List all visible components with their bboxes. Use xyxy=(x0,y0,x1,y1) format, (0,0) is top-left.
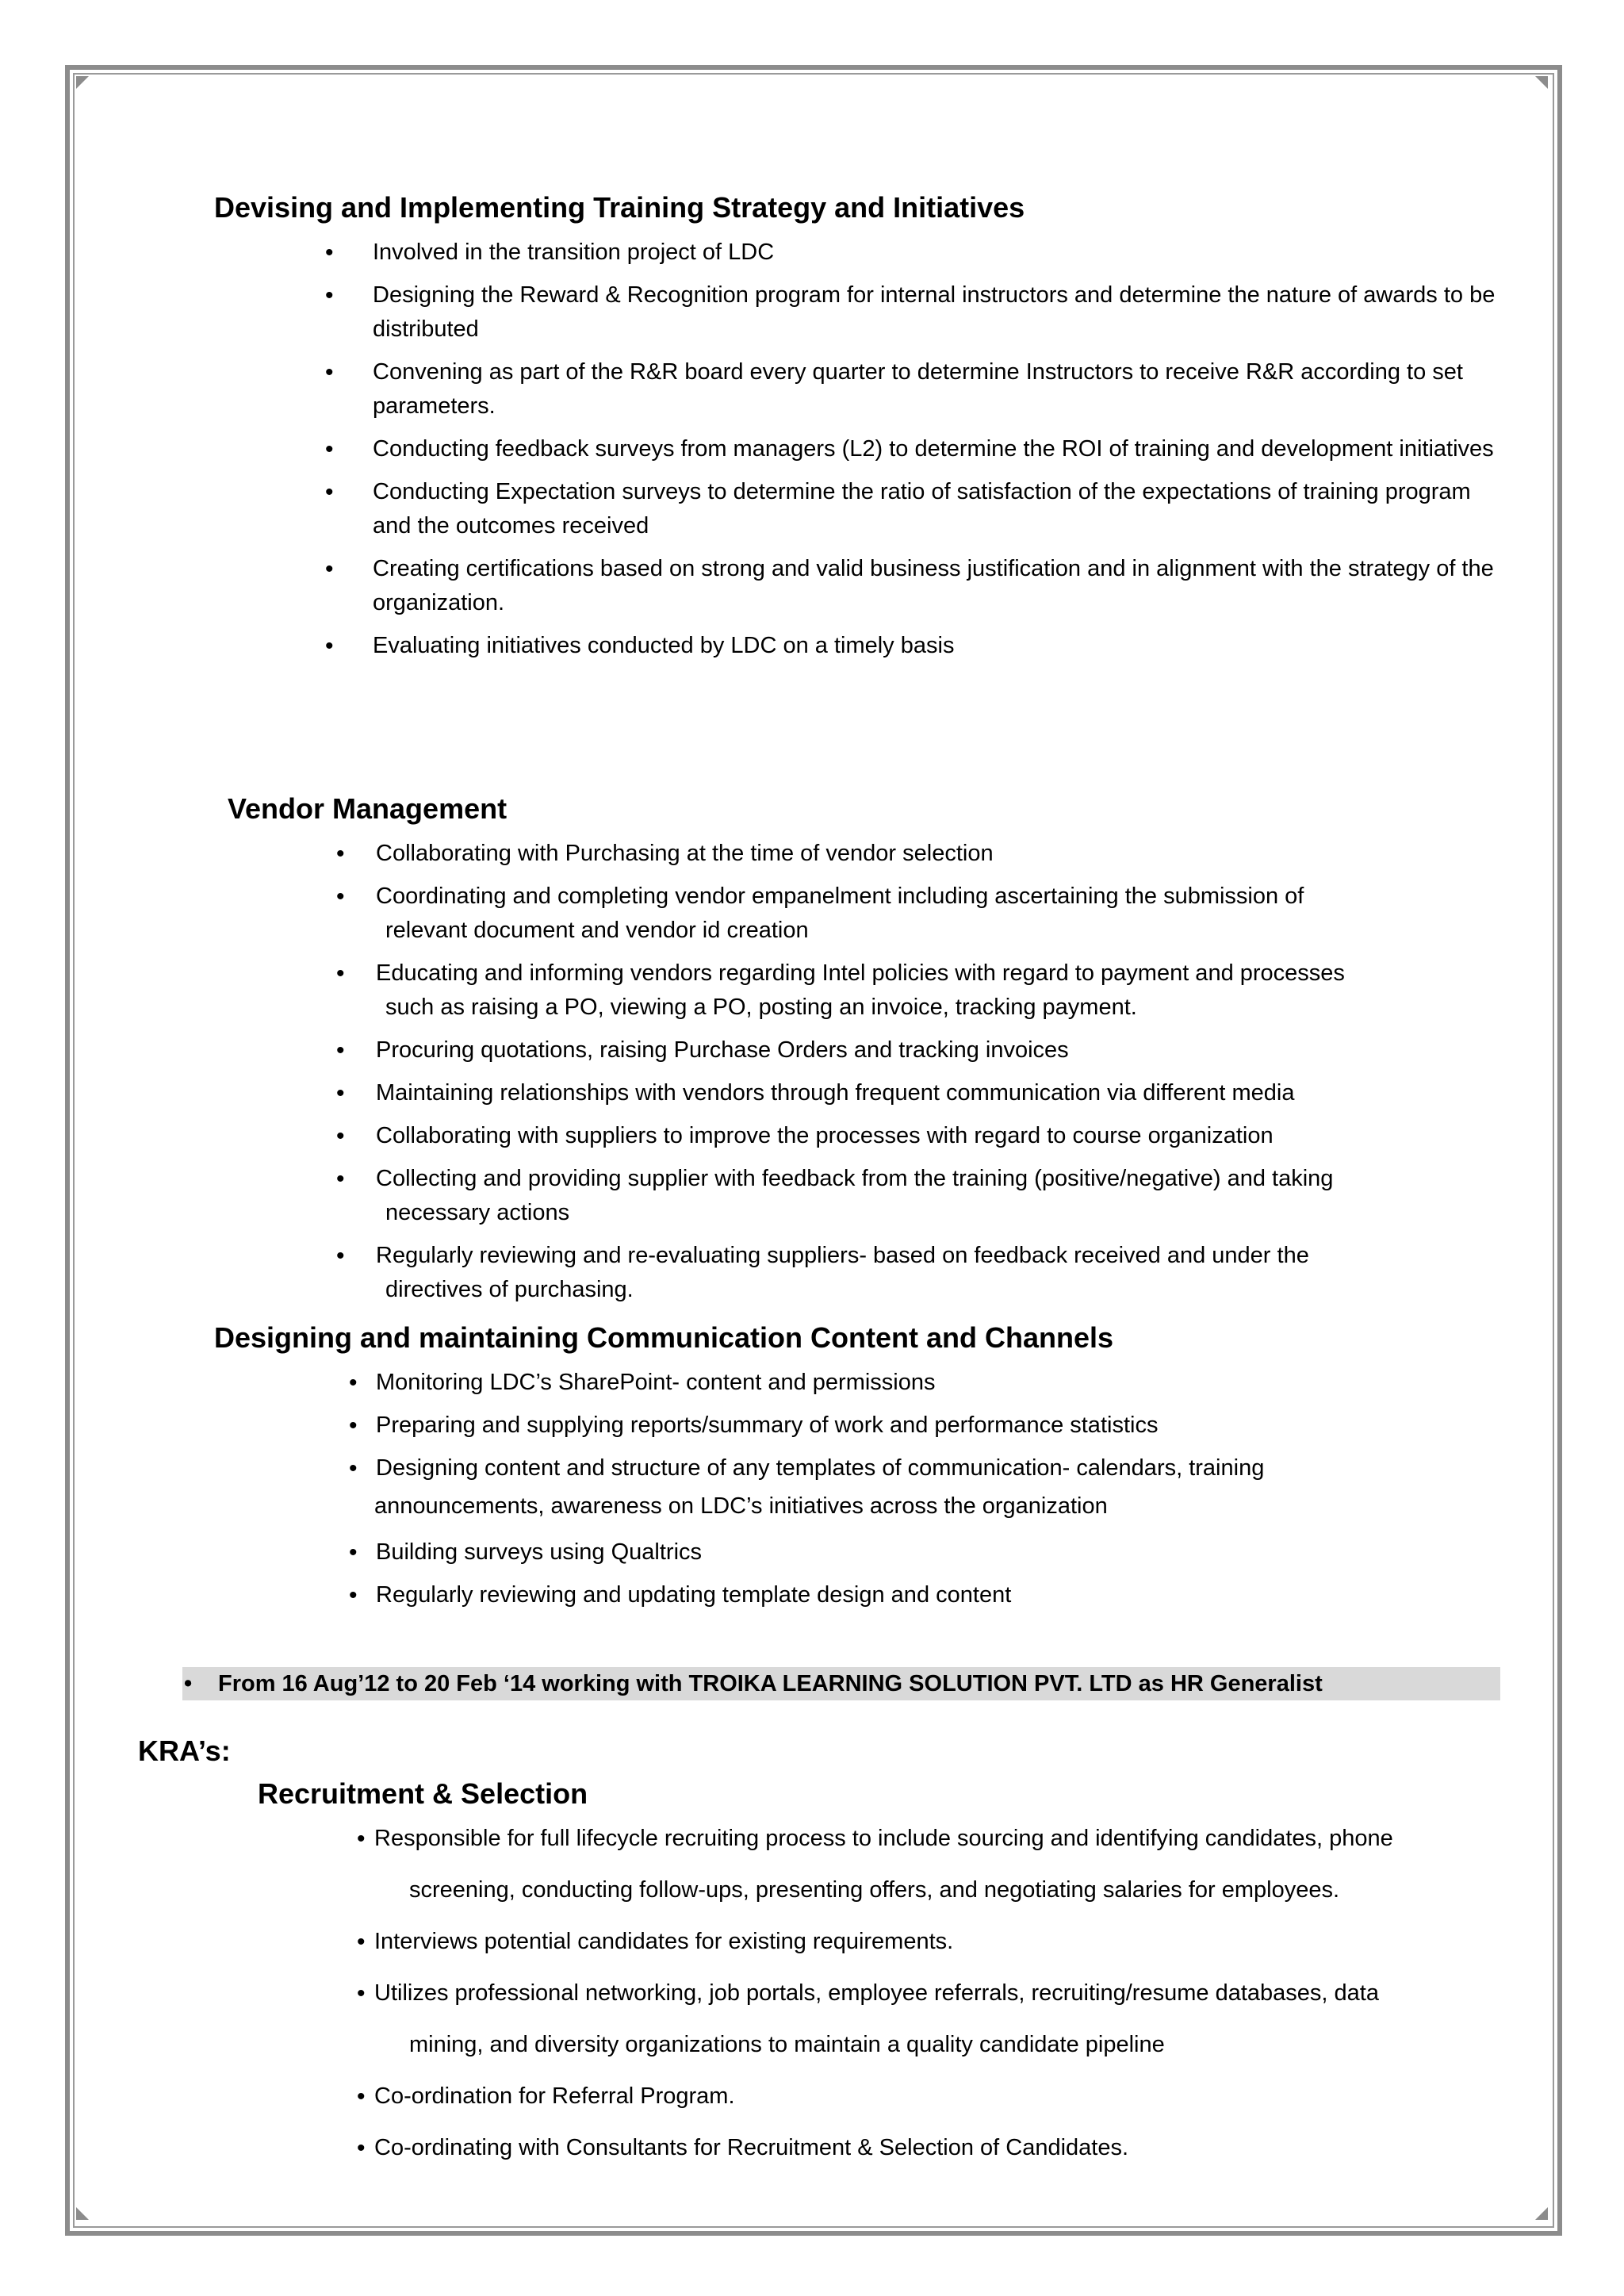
bullet-icon: • xyxy=(325,282,334,309)
list-item: • Coordinating and completing vendor empanelment including ascertaining the submission of relevant document and vendor id creation xyxy=(376,880,1502,948)
bullet-icon: • xyxy=(336,884,345,910)
bullet-icon: • xyxy=(325,436,334,462)
list-item: • Procuring quotations, raising Purchase Orders and tracking invoices xyxy=(376,1033,1502,1068)
bullet-icon: • xyxy=(336,1080,345,1106)
list-item: • Building surveys using Qualtrics xyxy=(376,1535,1502,1570)
bullet-icon: • xyxy=(336,960,345,987)
bullet-icon: • xyxy=(325,359,334,385)
list-item: • Interviews potential candidates for existing requirements. xyxy=(374,1916,1516,1968)
list-item: • Responsible for full lifecycle recruiting process to include sourcing and identifying candidates, phone screening, conducting follow-ups, presenting offers, and negotiating salaries for employees. xyxy=(374,1813,1516,1916)
list-item: • Evaluating initiatives conducted by LDC on a timely basis xyxy=(373,629,1499,663)
bullet-icon: • xyxy=(336,1166,345,1192)
recruitment-list xyxy=(357,1813,1516,2174)
bullet-icon: • xyxy=(349,1412,358,1439)
bullet-icon: • xyxy=(336,1037,345,1064)
bullet-icon: • xyxy=(349,1455,358,1481)
list-item: • Conducting feedback surveys from managers (L2) to determine the ROI of training and development initiatives xyxy=(373,432,1499,466)
employment-banner-text: From 16 Aug’12 to 20 Feb ‘14 working with TROIKA LEARNING SOLUTION PVT. LTD as HR Generalist xyxy=(218,1671,1323,1696)
list-item: • Collaborating with suppliers to improve the processes with regard to course organization xyxy=(376,1119,1502,1153)
bullet-icon: • xyxy=(336,1123,345,1149)
list-item: • Collecting and providing supplier with feedback from the training (positive/negative) and taking necessary actions xyxy=(376,1162,1502,1230)
communication-list xyxy=(349,1366,1502,1621)
bullet-icon: • xyxy=(184,1671,193,1696)
list-item: • Educating and informing vendors regarding Intel policies with regard to payment and processes such as raising a PO, viewing a PO, posting an invoice, tracking payment. xyxy=(376,956,1502,1025)
bullet-icon: • xyxy=(357,1980,366,2007)
list-item: • Co-ordinating with Consultants for Recruitment & Selection of Candidates. xyxy=(374,2122,1516,2174)
list-item: • Collaborating with Purchasing at the time of vendor selection xyxy=(376,837,1502,871)
list-item: • Designing the Reward & Recognition program for internal instructors and determine the nature of awards to be distributed xyxy=(373,278,1499,347)
section-heading-training: Devising and Implementing Training Strategy and Initiatives xyxy=(214,191,1025,224)
kras-label: KRA’s: xyxy=(138,1734,231,1767)
bullet-icon: • xyxy=(336,1243,345,1269)
bullet-icon: • xyxy=(336,841,345,867)
bullet-icon: • xyxy=(325,633,334,659)
employment-banner xyxy=(182,1667,1500,1700)
section-heading-communication: Designing and maintaining Communication Content and Channels xyxy=(214,1321,1114,1354)
corner-ornament-bottom-right xyxy=(1535,2207,1548,2220)
list-item: • Regularly reviewing and updating template design and content xyxy=(376,1578,1502,1612)
bullet-icon: • xyxy=(349,1539,358,1566)
bullet-icon: • xyxy=(325,240,334,266)
corner-ornament-bottom-left xyxy=(76,2207,89,2220)
list-item: • Utilizes professional networking, job portals, employee referrals, recruiting/resume databases, data mining, and diversity organizations to maintain a quality candidate pipeline xyxy=(374,1968,1516,2071)
list-item: • Regularly reviewing and re-evaluating suppliers- based on feedback received and under the directives of purchasing. xyxy=(376,1239,1502,1307)
vendor-list xyxy=(336,837,1502,1316)
bullet-icon: • xyxy=(357,1929,366,1955)
training-list xyxy=(325,236,1499,672)
bullet-icon: • xyxy=(349,1582,358,1608)
list-item: • Involved in the transition project of LDC xyxy=(373,236,1499,270)
bullet-icon: • xyxy=(357,2083,366,2110)
bullet-icon: • xyxy=(325,479,334,505)
list-item: • Maintaining relationships with vendors through frequent communication via different media xyxy=(376,1076,1502,1110)
bullet-icon: • xyxy=(357,1826,366,1852)
list-item: • Conducting Expectation surveys to determine the ratio of satisfaction of the expectations of training program and the outcomes received xyxy=(373,475,1499,543)
list-item: • Preparing and supplying reports/summary of work and performance statistics xyxy=(376,1409,1502,1443)
bullet-icon: • xyxy=(349,1370,358,1396)
section-heading-vendor: Vendor Management xyxy=(228,792,508,825)
bullet-icon: • xyxy=(325,556,334,582)
list-item: • Co-ordination for Referral Program. xyxy=(374,2071,1516,2122)
list-item: • Creating certifications based on strong and valid business justification and in alignment with the strategy of the organization. xyxy=(373,552,1499,620)
bullet-icon: • xyxy=(357,2135,366,2161)
list-item: • Designing content and structure of any templates of communication- calendars, training announcements, awareness on LDC’s initiatives across the organization xyxy=(376,1451,1502,1527)
corner-ornament-top-left xyxy=(76,76,89,89)
list-item: • Monitoring LDC’s SharePoint- content and permissions xyxy=(376,1366,1502,1400)
corner-ornament-top-right xyxy=(1535,76,1548,89)
list-item: • Convening as part of the R&R board every quarter to determine Instructors to receive R&R according to set parameters. xyxy=(373,355,1499,424)
section-heading-recruitment: Recruitment & Selection xyxy=(258,1777,588,1810)
